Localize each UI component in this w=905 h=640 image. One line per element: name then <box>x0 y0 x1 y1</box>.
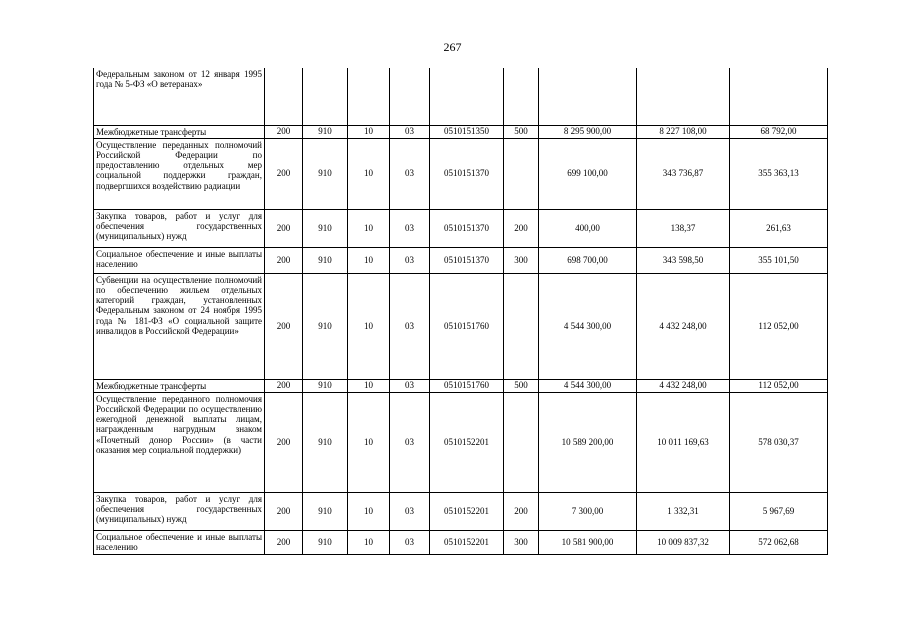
code-target-article <box>430 68 504 125</box>
amount-planned <box>539 68 637 125</box>
table-row <box>94 379 828 392</box>
code-section: 10 <box>348 392 390 492</box>
amount-planned: 698 700,00 <box>539 247 637 273</box>
table-row <box>94 273 828 379</box>
code-expense-type <box>504 392 539 492</box>
code-expense-type <box>504 273 539 379</box>
amount-executed: 4 432 248,00 <box>637 273 730 379</box>
code-chapter: 910 <box>303 273 348 379</box>
code-admin: 200 <box>265 392 303 492</box>
code-expense-type <box>504 68 539 125</box>
amount-remaining: 5 967,69 <box>730 492 828 530</box>
amount-planned: 4 544 300,00 <box>539 273 637 379</box>
code-chapter: 910 <box>303 530 348 554</box>
code-section: 10 <box>348 530 390 554</box>
row-description: Осуществление переданных полномочий Российской Федерации по предоставлению отдельных мер социальной поддержки граждан, подвергшихся воздействию радиации <box>94 138 265 209</box>
code-admin <box>265 68 303 125</box>
table-row <box>94 530 828 554</box>
table-row <box>94 125 828 138</box>
amount-planned: 400,00 <box>539 209 637 247</box>
code-section: 10 <box>348 138 390 209</box>
amount-planned: 4 544 300,00 <box>539 379 637 392</box>
code-target-article: 0510151370 <box>430 138 504 209</box>
code-expense-type: 200 <box>504 492 539 530</box>
amount-planned: 699 100,00 <box>539 138 637 209</box>
code-section: 10 <box>348 247 390 273</box>
row-description: Закупка товаров, работ и услуг для обеспечения государственных (муниципальных) нужд <box>94 492 265 530</box>
budget-table <box>93 68 828 555</box>
amount-remaining: 572 062,68 <box>730 530 828 554</box>
amount-executed: 138,37 <box>637 209 730 247</box>
code-subsection <box>390 68 430 125</box>
row-description: Межбюджетные трансферты <box>94 379 265 392</box>
code-chapter: 910 <box>303 125 348 138</box>
row-description: Осуществление переданного полномочия Российской Федерации по осуществлению ежегодной денежной выплаты лицам, награжденным нагрудным знаком «Почетный донор России» (в части оказания мер социальной поддержки) <box>94 392 265 492</box>
code-chapter: 910 <box>303 379 348 392</box>
row-description: Социальное обеспечение и иные выплаты населению <box>94 530 265 554</box>
code-target-article: 0510151760 <box>430 379 504 392</box>
row-description: Федеральным законом от 12 января 1995 года № 5-ФЗ «О ветеранах» <box>94 68 265 125</box>
code-admin: 200 <box>265 379 303 392</box>
amount-remaining: 261,63 <box>730 209 828 247</box>
code-target-article: 0510152201 <box>430 530 504 554</box>
amount-executed: 1 332,31 <box>637 492 730 530</box>
code-section: 10 <box>348 379 390 392</box>
amount-executed <box>637 68 730 125</box>
code-target-article: 0510152201 <box>430 492 504 530</box>
code-chapter: 910 <box>303 492 348 530</box>
code-admin: 200 <box>265 530 303 554</box>
amount-remaining: 355 363,13 <box>730 138 828 209</box>
code-subsection: 03 <box>390 125 430 138</box>
amount-executed: 10 009 837,32 <box>637 530 730 554</box>
code-chapter: 910 <box>303 138 348 209</box>
amount-planned: 7 300,00 <box>539 492 637 530</box>
amount-planned: 10 589 200,00 <box>539 392 637 492</box>
code-subsection: 03 <box>390 530 430 554</box>
amount-executed: 8 227 108,00 <box>637 125 730 138</box>
code-expense-type <box>504 138 539 209</box>
amount-executed: 343 736,87 <box>637 138 730 209</box>
code-section <box>348 68 390 125</box>
amount-remaining: 112 052,00 <box>730 379 828 392</box>
amount-remaining <box>730 68 828 125</box>
code-section: 10 <box>348 492 390 530</box>
code-admin: 200 <box>265 247 303 273</box>
code-expense-type: 500 <box>504 379 539 392</box>
code-subsection: 03 <box>390 247 430 273</box>
amount-remaining: 112 052,00 <box>730 273 828 379</box>
code-section: 10 <box>348 209 390 247</box>
row-description: Субвенции на осуществление полномочий по обеспечению жильем отдельных категорий граждан, установленных Федеральным законом от 24 ноября 1995 года № 181-ФЗ «О социальной защите инвалидов в Российской Федерации» <box>94 273 265 379</box>
code-admin: 200 <box>265 209 303 247</box>
code-chapter <box>303 68 348 125</box>
table-row <box>94 209 828 247</box>
code-admin: 200 <box>265 492 303 530</box>
code-chapter: 910 <box>303 247 348 273</box>
row-description: Социальное обеспечение и иные выплаты населению <box>94 247 265 273</box>
row-description: Межбюджетные трансферты <box>94 125 265 138</box>
table-row <box>94 138 828 209</box>
code-admin: 200 <box>265 273 303 379</box>
amount-remaining: 355 101,50 <box>730 247 828 273</box>
amount-remaining: 68 792,00 <box>730 125 828 138</box>
amount-executed: 4 432 248,00 <box>637 379 730 392</box>
amount-remaining: 578 030,37 <box>730 392 828 492</box>
amount-executed: 343 598,50 <box>637 247 730 273</box>
amount-executed: 10 011 169,63 <box>637 392 730 492</box>
code-target-article: 0510151350 <box>430 125 504 138</box>
table-row <box>94 492 828 530</box>
amount-planned: 8 295 900,00 <box>539 125 637 138</box>
row-description: Закупка товаров, работ и услуг для обеспечения государственных (муниципальных) нужд <box>94 209 265 247</box>
code-target-article: 0510152201 <box>430 392 504 492</box>
code-expense-type: 300 <box>504 247 539 273</box>
code-chapter: 910 <box>303 392 348 492</box>
table-row <box>94 68 828 125</box>
code-section: 10 <box>348 273 390 379</box>
code-expense-type: 300 <box>504 530 539 554</box>
code-target-article: 0510151370 <box>430 209 504 247</box>
code-expense-type: 200 <box>504 209 539 247</box>
table-row <box>94 392 828 492</box>
code-subsection: 03 <box>390 392 430 492</box>
code-target-article: 0510151370 <box>430 247 504 273</box>
code-subsection: 03 <box>390 492 430 530</box>
page-number: 267 <box>443 40 462 54</box>
table-row <box>94 247 828 273</box>
code-subsection: 03 <box>390 273 430 379</box>
code-chapter: 910 <box>303 209 348 247</box>
code-target-article: 0510151760 <box>430 273 504 379</box>
code-subsection: 03 <box>390 138 430 209</box>
code-admin: 200 <box>265 138 303 209</box>
code-expense-type: 500 <box>504 125 539 138</box>
amount-planned: 10 581 900,00 <box>539 530 637 554</box>
code-admin: 200 <box>265 125 303 138</box>
code-section: 10 <box>348 125 390 138</box>
code-subsection: 03 <box>390 209 430 247</box>
code-subsection: 03 <box>390 379 430 392</box>
